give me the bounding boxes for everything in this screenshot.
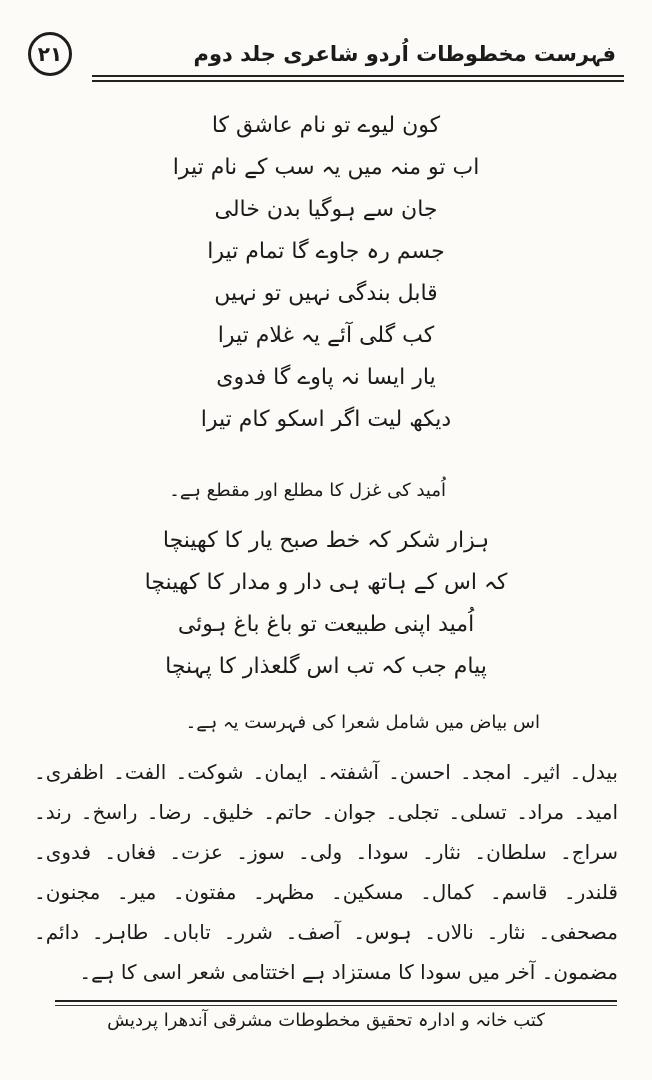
running-title: فہرست مخطوطات اُردو شاعری جلد دوم (193, 42, 616, 66)
poets-list: بیدل۔ اثیر۔ امجد۔ احسن۔ آشفتہ۔ ایمان۔ شوکت۔ الفت۔ اظفری۔ امید۔ مراد۔ تسلی۔ تجلی۔ جوان۔ حاتم۔ خلیق۔ رضا۔ راسخ۔ رند۔ سراج۔ سلطان۔ نثار۔ سودا۔ ولی۔ سوز۔ عزت۔ فغاں۔ فدوی۔ قلندر۔ قاسم۔ کمال۔ مسکین۔ مظہر۔ مفتون۔ میر۔ مجنون۔ مصحفی۔ نثار۔ نالاں۔ ہوس۔ آصف۔ شرر۔ تاباں۔ طاہر۔ دائم۔ مضمون۔ آخر میں سودا کا مستزاد ہے اختتامی شعر اسی کا ہے۔ (34, 760, 618, 984)
page-number: ۲۱ (28, 32, 72, 76)
header-rule (92, 75, 624, 82)
footer-text: کتب خانہ و ادارہ تحقیق مخطوطات مشرقی آندھرا پردیش (107, 1010, 545, 1031)
verse-line: قابل بندگی نہیں تو نہیں (214, 281, 438, 306)
page-header (28, 30, 624, 80)
verse-line: اب تو منہ میں یہ سب کے نام تیرا (172, 155, 480, 180)
verse-line: کب گلی آئے یہ غلام تیرا (217, 323, 435, 348)
verse-line: دیکھ لیت اگر اسکو کام تیرا (200, 407, 452, 432)
poets-list-intro: اس بیاض میں شامل شعرا کی فہرست یہ ہے۔ (185, 712, 540, 733)
verse-line: کہ اس کے ہاتھ ہی دار و مدار کا کھینچا (144, 570, 508, 595)
verse-block-2 (60, 520, 592, 688)
verse-line: ہزار شکر کہ خط صبح یار کا کھینچا (162, 528, 490, 553)
verse-line: اُمید اپنی طبیعت تو باغ باغ ہوئی (177, 612, 475, 637)
verse-line: پیام جب کہ تب اس گلعذار کا پہنچا (165, 654, 487, 679)
verse-line: جان سے ہوگیا بدن خالی (214, 197, 438, 222)
verse-block-1 (60, 105, 592, 441)
verse-line: یار ایسا نہ پاوے گا فدوی (216, 365, 436, 390)
footer-rule (55, 1000, 617, 1006)
verse-line: کون لیوے تو نام عاشق کا (211, 113, 441, 138)
verse-line: جسم رہ جاوے گا تمام تیرا (207, 239, 445, 264)
section-note: اُمید کی غزل کا مطلع اور مقطع ہے۔ (169, 480, 446, 501)
